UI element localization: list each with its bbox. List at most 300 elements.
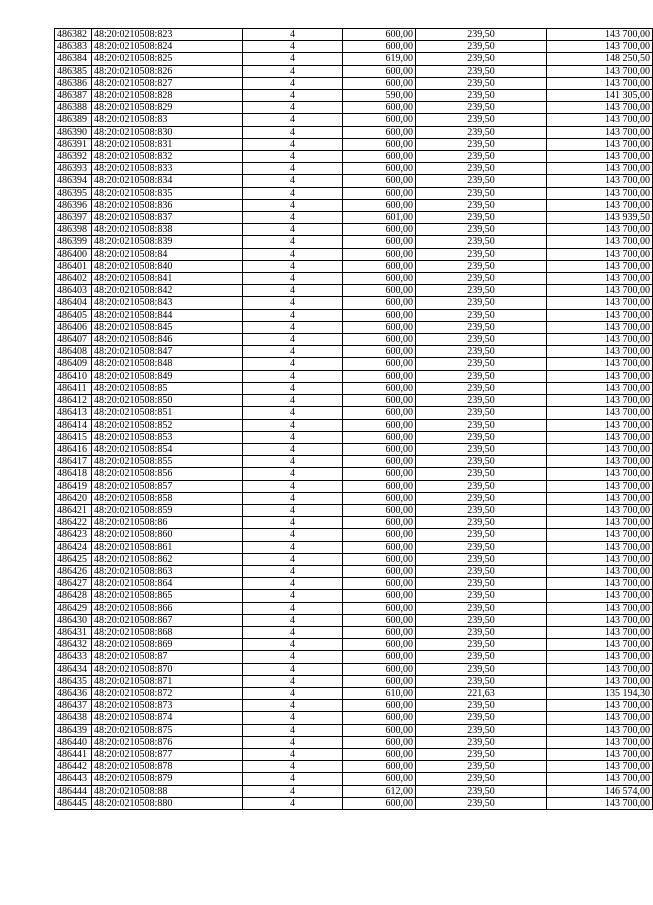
record-number-cell: 486438 bbox=[55, 712, 92, 724]
record-number-cell: 486409 bbox=[55, 358, 92, 370]
table-row bbox=[55, 797, 653, 809]
cost-cell: 143 700,00 bbox=[547, 65, 653, 77]
record-number-cell: 486389 bbox=[55, 114, 92, 126]
record-number-cell: 486427 bbox=[55, 578, 92, 590]
cadastral-number-cell: 48:20:0210508:85 bbox=[92, 382, 243, 394]
cost-cell: 143 700,00 bbox=[547, 334, 653, 346]
table-row bbox=[55, 541, 653, 553]
cadastral-number-cell: 48:20:0210508:857 bbox=[92, 480, 243, 492]
rate-cell: 239,50 bbox=[416, 138, 547, 150]
category-code-cell: 4 bbox=[243, 736, 343, 748]
record-number-cell: 486440 bbox=[55, 736, 92, 748]
table-row bbox=[55, 614, 653, 626]
record-number-cell: 486415 bbox=[55, 431, 92, 443]
record-number-cell: 486403 bbox=[55, 285, 92, 297]
area-cell: 600,00 bbox=[343, 797, 416, 809]
area-cell: 600,00 bbox=[343, 224, 416, 236]
rate-cell: 239,50 bbox=[416, 761, 547, 773]
rate-cell: 239,50 bbox=[416, 517, 547, 529]
record-number-cell: 486424 bbox=[55, 541, 92, 553]
cadastral-number-cell: 48:20:0210508:830 bbox=[92, 126, 243, 138]
record-number-cell: 486406 bbox=[55, 321, 92, 333]
rate-cell: 239,50 bbox=[416, 334, 547, 346]
area-cell: 600,00 bbox=[343, 651, 416, 663]
cadastral-number-cell: 48:20:0210508:856 bbox=[92, 468, 243, 480]
category-code-cell: 4 bbox=[243, 614, 343, 626]
category-code-cell: 4 bbox=[243, 492, 343, 504]
area-cell: 600,00 bbox=[343, 492, 416, 504]
rate-cell: 239,50 bbox=[416, 468, 547, 480]
area-cell: 600,00 bbox=[343, 443, 416, 455]
table-row bbox=[55, 639, 653, 651]
cadastral-number-cell: 48:20:0210508:837 bbox=[92, 212, 243, 224]
area-cell: 610,00 bbox=[343, 687, 416, 699]
area-cell: 600,00 bbox=[343, 358, 416, 370]
cadastral-number-cell: 48:20:0210508:829 bbox=[92, 102, 243, 114]
cost-cell: 143 939,50 bbox=[547, 212, 653, 224]
table-body bbox=[55, 29, 653, 810]
rate-cell: 239,50 bbox=[416, 602, 547, 614]
table-row bbox=[55, 443, 653, 455]
area-cell: 619,00 bbox=[343, 53, 416, 65]
category-code-cell: 4 bbox=[243, 407, 343, 419]
category-code-cell: 4 bbox=[243, 553, 343, 565]
rate-cell: 239,50 bbox=[416, 65, 547, 77]
cost-cell: 143 700,00 bbox=[547, 480, 653, 492]
table-row bbox=[55, 468, 653, 480]
cadastral-number-cell: 48:20:0210508:839 bbox=[92, 236, 243, 248]
cadastral-number-cell: 48:20:0210508:833 bbox=[92, 163, 243, 175]
cost-cell: 143 700,00 bbox=[547, 626, 653, 638]
area-cell: 600,00 bbox=[343, 565, 416, 577]
area-cell: 600,00 bbox=[343, 248, 416, 260]
cost-cell: 143 700,00 bbox=[547, 712, 653, 724]
category-code-cell: 4 bbox=[243, 199, 343, 211]
cadastral-number-cell: 48:20:0210508:873 bbox=[92, 700, 243, 712]
rate-cell: 239,50 bbox=[416, 212, 547, 224]
area-cell: 600,00 bbox=[343, 590, 416, 602]
area-cell: 600,00 bbox=[343, 529, 416, 541]
cadastral-number-cell: 48:20:0210508:834 bbox=[92, 175, 243, 187]
category-code-cell: 4 bbox=[243, 41, 343, 53]
area-cell: 600,00 bbox=[343, 602, 416, 614]
record-number-cell: 486382 bbox=[55, 29, 92, 41]
table-row bbox=[55, 114, 653, 126]
table-row bbox=[55, 748, 653, 760]
cost-cell: 143 700,00 bbox=[547, 199, 653, 211]
area-cell: 600,00 bbox=[343, 480, 416, 492]
table-row bbox=[55, 687, 653, 699]
rate-cell: 239,50 bbox=[416, 297, 547, 309]
category-code-cell: 4 bbox=[243, 163, 343, 175]
record-number-cell: 486418 bbox=[55, 468, 92, 480]
rate-cell: 239,50 bbox=[416, 480, 547, 492]
table-row bbox=[55, 175, 653, 187]
record-number-cell: 486392 bbox=[55, 151, 92, 163]
rate-cell: 239,50 bbox=[416, 504, 547, 516]
category-code-cell: 4 bbox=[243, 785, 343, 797]
rate-cell: 239,50 bbox=[416, 700, 547, 712]
rate-cell: 239,50 bbox=[416, 53, 547, 65]
area-cell: 600,00 bbox=[343, 614, 416, 626]
record-number-cell: 486395 bbox=[55, 187, 92, 199]
rate-cell: 239,50 bbox=[416, 785, 547, 797]
record-number-cell: 486442 bbox=[55, 761, 92, 773]
table-row bbox=[55, 224, 653, 236]
record-number-cell: 486426 bbox=[55, 565, 92, 577]
area-cell: 600,00 bbox=[343, 395, 416, 407]
rate-cell: 239,50 bbox=[416, 773, 547, 785]
rate-cell: 239,50 bbox=[416, 407, 547, 419]
cadastral-number-cell: 48:20:0210508:831 bbox=[92, 138, 243, 150]
table-row bbox=[55, 675, 653, 687]
record-number-cell: 486437 bbox=[55, 700, 92, 712]
table-row bbox=[55, 395, 653, 407]
cadastral-number-cell: 48:20:0210508:869 bbox=[92, 639, 243, 651]
cost-cell: 143 700,00 bbox=[547, 77, 653, 89]
record-number-cell: 486405 bbox=[55, 309, 92, 321]
category-code-cell: 4 bbox=[243, 517, 343, 529]
table-row bbox=[55, 590, 653, 602]
cost-cell: 143 700,00 bbox=[547, 321, 653, 333]
cadastral-number-cell: 48:20:0210508:854 bbox=[92, 443, 243, 455]
category-code-cell: 4 bbox=[243, 321, 343, 333]
rate-cell: 239,50 bbox=[416, 724, 547, 736]
cadastral-number-cell: 48:20:0210508:825 bbox=[92, 53, 243, 65]
category-code-cell: 4 bbox=[243, 443, 343, 455]
record-number-cell: 486397 bbox=[55, 212, 92, 224]
cost-cell: 143 700,00 bbox=[547, 419, 653, 431]
cost-cell: 143 700,00 bbox=[547, 395, 653, 407]
area-cell: 600,00 bbox=[343, 712, 416, 724]
record-number-cell: 486435 bbox=[55, 675, 92, 687]
cost-cell: 143 700,00 bbox=[547, 541, 653, 553]
table-row bbox=[55, 102, 653, 114]
record-number-cell: 486421 bbox=[55, 504, 92, 516]
record-number-cell: 486419 bbox=[55, 480, 92, 492]
rate-cell: 239,50 bbox=[416, 224, 547, 236]
area-cell: 600,00 bbox=[343, 553, 416, 565]
cost-cell: 143 700,00 bbox=[547, 126, 653, 138]
cost-cell: 143 700,00 bbox=[547, 382, 653, 394]
rate-cell: 239,50 bbox=[416, 260, 547, 272]
cost-cell: 143 700,00 bbox=[547, 529, 653, 541]
area-cell: 600,00 bbox=[343, 700, 416, 712]
rate-cell: 239,50 bbox=[416, 614, 547, 626]
record-number-cell: 486414 bbox=[55, 419, 92, 431]
cadastral-number-cell: 48:20:0210508:855 bbox=[92, 456, 243, 468]
table-row bbox=[55, 334, 653, 346]
cost-cell: 143 700,00 bbox=[547, 773, 653, 785]
record-number-cell: 486411 bbox=[55, 382, 92, 394]
area-cell: 600,00 bbox=[343, 541, 416, 553]
cost-cell: 143 700,00 bbox=[547, 224, 653, 236]
category-code-cell: 4 bbox=[243, 346, 343, 358]
area-cell: 600,00 bbox=[343, 748, 416, 760]
area-cell: 600,00 bbox=[343, 65, 416, 77]
rate-cell: 239,50 bbox=[416, 553, 547, 565]
record-number-cell: 486433 bbox=[55, 651, 92, 663]
rate-cell: 239,50 bbox=[416, 236, 547, 248]
area-cell: 600,00 bbox=[343, 517, 416, 529]
cadastral-number-cell: 48:20:0210508:850 bbox=[92, 395, 243, 407]
rate-cell: 239,50 bbox=[416, 529, 547, 541]
rate-cell: 239,50 bbox=[416, 382, 547, 394]
cadastral-number-cell: 48:20:0210508:871 bbox=[92, 675, 243, 687]
area-cell: 600,00 bbox=[343, 126, 416, 138]
cadastral-number-cell: 48:20:0210508:832 bbox=[92, 151, 243, 163]
table-row bbox=[55, 248, 653, 260]
rate-cell: 239,50 bbox=[416, 736, 547, 748]
record-number-cell: 486430 bbox=[55, 614, 92, 626]
cadastral-number-cell: 48:20:0210508:870 bbox=[92, 663, 243, 675]
rate-cell: 239,50 bbox=[416, 126, 547, 138]
rate-cell: 239,50 bbox=[416, 114, 547, 126]
area-cell: 600,00 bbox=[343, 151, 416, 163]
cost-cell: 143 700,00 bbox=[547, 761, 653, 773]
rate-cell: 221,63 bbox=[416, 687, 547, 699]
cadastral-number-cell: 48:20:0210508:824 bbox=[92, 41, 243, 53]
table-row bbox=[55, 346, 653, 358]
cost-cell: 143 700,00 bbox=[547, 443, 653, 455]
cadastral-number-cell: 48:20:0210508:838 bbox=[92, 224, 243, 236]
table-row bbox=[55, 504, 653, 516]
category-code-cell: 4 bbox=[243, 395, 343, 407]
category-code-cell: 4 bbox=[243, 29, 343, 41]
rate-cell: 239,50 bbox=[416, 443, 547, 455]
cost-cell: 143 700,00 bbox=[547, 358, 653, 370]
category-code-cell: 4 bbox=[243, 260, 343, 272]
cadastral-number-cell: 48:20:0210508:852 bbox=[92, 419, 243, 431]
cadastral-number-cell: 48:20:0210508:849 bbox=[92, 370, 243, 382]
category-code-cell: 4 bbox=[243, 285, 343, 297]
cost-cell: 143 700,00 bbox=[547, 565, 653, 577]
category-code-cell: 4 bbox=[243, 675, 343, 687]
cost-cell: 143 700,00 bbox=[547, 285, 653, 297]
category-code-cell: 4 bbox=[243, 224, 343, 236]
area-cell: 600,00 bbox=[343, 370, 416, 382]
record-number-cell: 486407 bbox=[55, 334, 92, 346]
record-number-cell: 486428 bbox=[55, 590, 92, 602]
rate-cell: 239,50 bbox=[416, 712, 547, 724]
cadastral-number-cell: 48:20:0210508:826 bbox=[92, 65, 243, 77]
cost-cell: 143 700,00 bbox=[547, 724, 653, 736]
cadastral-number-cell: 48:20:0210508:88 bbox=[92, 785, 243, 797]
cost-cell: 143 700,00 bbox=[547, 602, 653, 614]
category-code-cell: 4 bbox=[243, 748, 343, 760]
rate-cell: 239,50 bbox=[416, 395, 547, 407]
record-number-cell: 486402 bbox=[55, 273, 92, 285]
cost-cell: 143 700,00 bbox=[547, 187, 653, 199]
record-number-cell: 486416 bbox=[55, 443, 92, 455]
cost-cell: 143 700,00 bbox=[547, 797, 653, 809]
rate-cell: 239,50 bbox=[416, 199, 547, 211]
area-cell: 600,00 bbox=[343, 675, 416, 687]
cost-cell: 143 700,00 bbox=[547, 639, 653, 651]
rate-cell: 239,50 bbox=[416, 651, 547, 663]
record-number-cell: 486412 bbox=[55, 395, 92, 407]
table-row bbox=[55, 663, 653, 675]
cadastral-number-cell: 48:20:0210508:863 bbox=[92, 565, 243, 577]
table-row bbox=[55, 41, 653, 53]
category-code-cell: 4 bbox=[243, 602, 343, 614]
category-code-cell: 4 bbox=[243, 90, 343, 102]
area-cell: 600,00 bbox=[343, 199, 416, 211]
cost-cell: 143 700,00 bbox=[547, 700, 653, 712]
table-row bbox=[55, 138, 653, 150]
category-code-cell: 4 bbox=[243, 126, 343, 138]
category-code-cell: 4 bbox=[243, 651, 343, 663]
area-cell: 600,00 bbox=[343, 407, 416, 419]
rate-cell: 239,50 bbox=[416, 492, 547, 504]
area-cell: 600,00 bbox=[343, 236, 416, 248]
cadastral-number-cell: 48:20:0210508:858 bbox=[92, 492, 243, 504]
area-cell: 600,00 bbox=[343, 431, 416, 443]
category-code-cell: 4 bbox=[243, 236, 343, 248]
table-row bbox=[55, 480, 653, 492]
rate-cell: 239,50 bbox=[416, 456, 547, 468]
area-cell: 600,00 bbox=[343, 334, 416, 346]
cadastral-number-cell: 48:20:0210508:840 bbox=[92, 260, 243, 272]
table-row bbox=[55, 297, 653, 309]
cost-cell: 143 700,00 bbox=[547, 590, 653, 602]
cadastral-number-cell: 48:20:0210508:842 bbox=[92, 285, 243, 297]
record-number-cell: 486420 bbox=[55, 492, 92, 504]
category-code-cell: 4 bbox=[243, 480, 343, 492]
record-number-cell: 486398 bbox=[55, 224, 92, 236]
rate-cell: 239,50 bbox=[416, 151, 547, 163]
cadastral-number-cell: 48:20:0210508:868 bbox=[92, 626, 243, 638]
record-number-cell: 486383 bbox=[55, 41, 92, 53]
table-row bbox=[55, 285, 653, 297]
rate-cell: 239,50 bbox=[416, 626, 547, 638]
cadastral-number-cell: 48:20:0210508:83 bbox=[92, 114, 243, 126]
cost-cell: 143 700,00 bbox=[547, 651, 653, 663]
category-code-cell: 4 bbox=[243, 419, 343, 431]
cost-cell: 143 700,00 bbox=[547, 675, 653, 687]
area-cell: 600,00 bbox=[343, 773, 416, 785]
category-code-cell: 4 bbox=[243, 138, 343, 150]
cost-cell: 143 700,00 bbox=[547, 663, 653, 675]
cost-cell: 143 700,00 bbox=[547, 236, 653, 248]
rate-cell: 239,50 bbox=[416, 419, 547, 431]
area-cell: 600,00 bbox=[343, 41, 416, 53]
category-code-cell: 4 bbox=[243, 712, 343, 724]
record-number-cell: 486444 bbox=[55, 785, 92, 797]
cost-cell: 143 700,00 bbox=[547, 163, 653, 175]
cadastral-number-cell: 48:20:0210508:865 bbox=[92, 590, 243, 602]
area-cell: 600,00 bbox=[343, 456, 416, 468]
record-number-cell: 486441 bbox=[55, 748, 92, 760]
table-row bbox=[55, 53, 653, 65]
cadastral-number-cell: 48:20:0210508:872 bbox=[92, 687, 243, 699]
cadastral-number-cell: 48:20:0210508:846 bbox=[92, 334, 243, 346]
cost-cell: 143 700,00 bbox=[547, 614, 653, 626]
table-row bbox=[55, 553, 653, 565]
cadastral-number-cell: 48:20:0210508:851 bbox=[92, 407, 243, 419]
record-number-cell: 486408 bbox=[55, 346, 92, 358]
table-row bbox=[55, 517, 653, 529]
record-number-cell: 486388 bbox=[55, 102, 92, 114]
record-number-cell: 486429 bbox=[55, 602, 92, 614]
category-code-cell: 4 bbox=[243, 541, 343, 553]
cadastral-number-cell: 48:20:0210508:880 bbox=[92, 797, 243, 809]
table-row bbox=[55, 456, 653, 468]
table-row bbox=[55, 724, 653, 736]
cadastral-number-cell: 48:20:0210508:862 bbox=[92, 553, 243, 565]
cost-cell: 135 194,30 bbox=[547, 687, 653, 699]
record-number-cell: 486385 bbox=[55, 65, 92, 77]
table-row bbox=[55, 309, 653, 321]
record-number-cell: 486387 bbox=[55, 90, 92, 102]
rate-cell: 239,50 bbox=[416, 102, 547, 114]
record-number-cell: 486396 bbox=[55, 199, 92, 211]
rate-cell: 239,50 bbox=[416, 309, 547, 321]
category-code-cell: 4 bbox=[243, 761, 343, 773]
rate-cell: 239,50 bbox=[416, 590, 547, 602]
cost-cell: 143 700,00 bbox=[547, 517, 653, 529]
record-number-cell: 486410 bbox=[55, 370, 92, 382]
table-row bbox=[55, 578, 653, 590]
cost-cell: 143 700,00 bbox=[547, 297, 653, 309]
table-row bbox=[55, 492, 653, 504]
cost-cell: 143 700,00 bbox=[547, 456, 653, 468]
area-cell: 600,00 bbox=[343, 663, 416, 675]
record-number-cell: 486390 bbox=[55, 126, 92, 138]
cost-cell: 143 700,00 bbox=[547, 736, 653, 748]
record-number-cell: 486417 bbox=[55, 456, 92, 468]
table-row bbox=[55, 358, 653, 370]
table-row bbox=[55, 773, 653, 785]
record-number-cell: 486425 bbox=[55, 553, 92, 565]
category-code-cell: 4 bbox=[243, 590, 343, 602]
cadastral-number-cell: 48:20:0210508:864 bbox=[92, 578, 243, 590]
cost-cell: 141 305,00 bbox=[547, 90, 653, 102]
cost-cell: 143 700,00 bbox=[547, 151, 653, 163]
cadastral-number-cell: 48:20:0210508:876 bbox=[92, 736, 243, 748]
table-row bbox=[55, 65, 653, 77]
table-row bbox=[55, 761, 653, 773]
cost-cell: 143 700,00 bbox=[547, 504, 653, 516]
category-code-cell: 4 bbox=[243, 639, 343, 651]
table-row bbox=[55, 370, 653, 382]
cadastral-number-cell: 48:20:0210508:835 bbox=[92, 187, 243, 199]
cadastral-number-cell: 48:20:0210508:828 bbox=[92, 90, 243, 102]
cost-cell: 143 700,00 bbox=[547, 346, 653, 358]
rate-cell: 239,50 bbox=[416, 797, 547, 809]
rate-cell: 239,50 bbox=[416, 273, 547, 285]
table-row bbox=[55, 90, 653, 102]
cost-cell: 143 700,00 bbox=[547, 468, 653, 480]
area-cell: 600,00 bbox=[343, 309, 416, 321]
cadastral-number-cell: 48:20:0210508:823 bbox=[92, 29, 243, 41]
category-code-cell: 4 bbox=[243, 565, 343, 577]
table-row bbox=[55, 29, 653, 41]
category-code-cell: 4 bbox=[243, 297, 343, 309]
category-code-cell: 4 bbox=[243, 663, 343, 675]
area-cell: 600,00 bbox=[343, 260, 416, 272]
category-code-cell: 4 bbox=[243, 212, 343, 224]
area-cell: 600,00 bbox=[343, 382, 416, 394]
cadastral-number-cell: 48:20:0210508:845 bbox=[92, 321, 243, 333]
table-row bbox=[55, 163, 653, 175]
cost-cell: 143 700,00 bbox=[547, 29, 653, 41]
cadastral-number-cell: 48:20:0210508:853 bbox=[92, 431, 243, 443]
cost-cell: 143 700,00 bbox=[547, 578, 653, 590]
area-cell: 600,00 bbox=[343, 504, 416, 516]
area-cell: 600,00 bbox=[343, 297, 416, 309]
category-code-cell: 4 bbox=[243, 65, 343, 77]
